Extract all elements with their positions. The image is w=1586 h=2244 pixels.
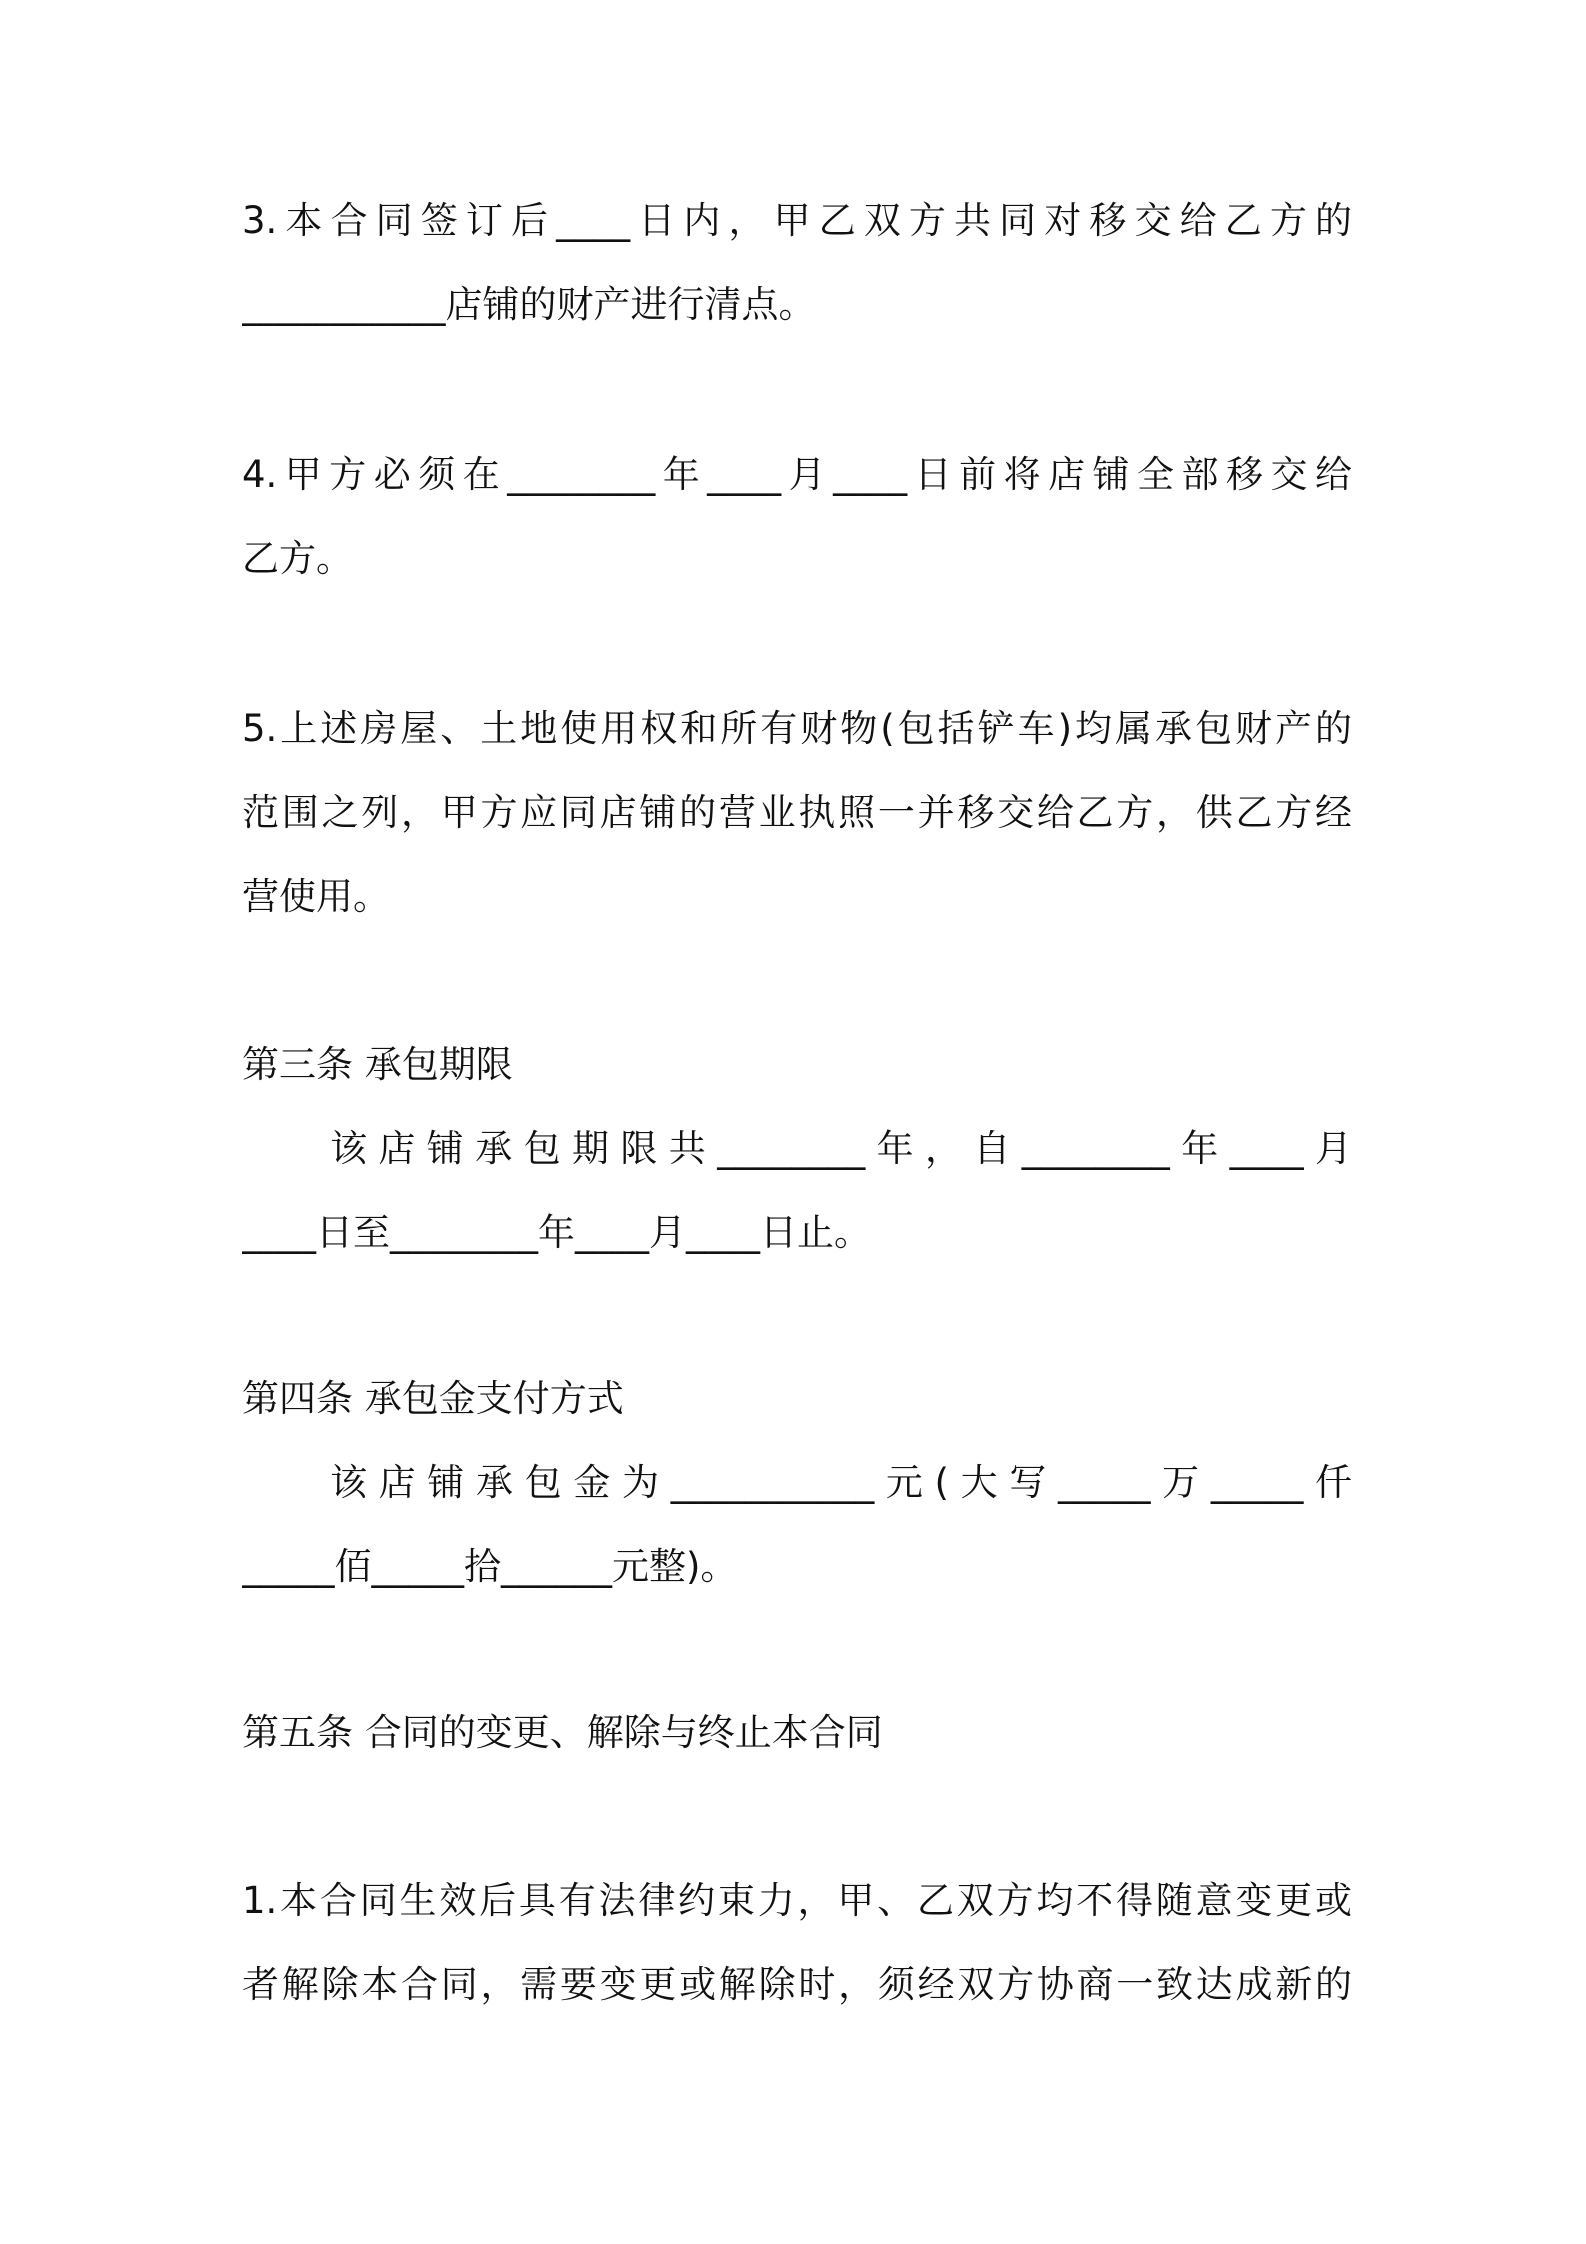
article-3-line-2: ____日至________年____月____日止。 (242, 1211, 871, 1254)
item-4-line-2: 乙方。 (242, 537, 353, 580)
item-5-line-1: 5.上述房屋、土地使用权和所有财物(包括铲车)均属承包财产的 (242, 707, 1352, 750)
article-5-heading: 第五条 合同的变更、解除与终止本合同 (242, 1711, 883, 1754)
article-3-line-1: 该店铺承包期限共________年，自________年____月 (330, 1127, 1352, 1170)
article-5-item-1-line-1: 1.本合同生效后具有法律约束力，甲、乙双方均不得随意变更或 (242, 1879, 1352, 1922)
item-5-line-2: 范围之列，甲方应同店铺的营业执照一并移交给乙方，供乙方经 (242, 791, 1352, 834)
item-3-line-1: 3.本合同签订后____日内，甲乙双方共同对移交给乙方的 (242, 199, 1352, 242)
item-5-line-3: 营使用。 (242, 875, 390, 918)
article-4-line-2: _____佰_____拾______元整)。 (242, 1545, 738, 1588)
item-3-line-2: ___________店铺的财产进行清点。 (242, 283, 816, 326)
article-4-heading: 第四条 承包金支付方式 (242, 1377, 624, 1420)
article-4-line-1: 该店铺承包金为___________元(大写_____万_____仟 (330, 1461, 1352, 1504)
article-5-item-1-line-2: 者解除本合同，需要变更或解除时，须经双方协商一致达成新的 (242, 1963, 1352, 2006)
article-3-heading: 第三条 承包期限 (242, 1043, 513, 1086)
item-4-line-1: 4.甲方必须在________年____月____日前将店铺全部移交给 (242, 453, 1352, 496)
